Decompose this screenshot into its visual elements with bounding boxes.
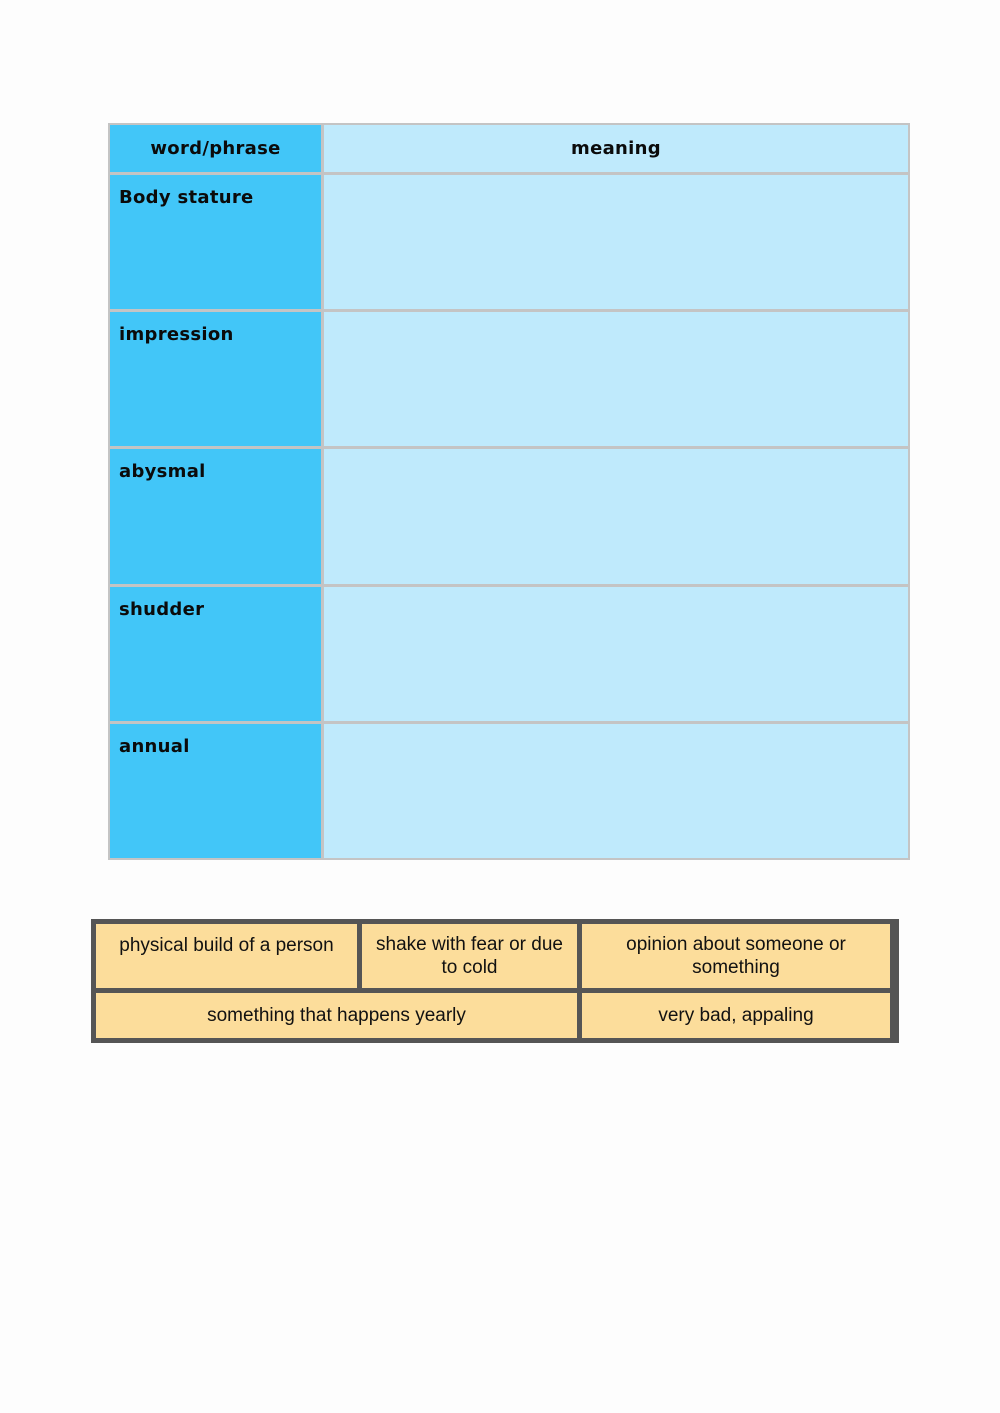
answer-bank <box>91 919 899 1043</box>
header-meaning: meaning <box>324 125 908 172</box>
answer-bank-row <box>96 924 894 988</box>
answer-chip[interactable]: something that happens yearly <box>96 993 577 1038</box>
answer-bank-row <box>96 993 894 1038</box>
word-cell-body-stature: Body stature <box>110 175 321 309</box>
answer-chip[interactable]: very bad, appaling <box>582 993 890 1038</box>
header-word-phrase: word/phrase <box>110 125 321 172</box>
answer-chip[interactable]: physical build of a person <box>96 924 357 988</box>
meaning-drop-zone-body-stature[interactable] <box>324 175 908 309</box>
answer-chip[interactable]: shake with fear or due to cold <box>362 924 577 988</box>
word-cell-abysmal: abysmal <box>110 449 321 583</box>
word-cell-shudder: shudder <box>110 587 321 721</box>
meaning-drop-zone-abysmal[interactable] <box>324 449 908 583</box>
meaning-drop-zone-annual[interactable] <box>324 724 908 858</box>
meaning-drop-zone-shudder[interactable] <box>324 587 908 721</box>
word-cell-impression: impression <box>110 312 321 446</box>
meaning-drop-zone-impression[interactable] <box>324 312 908 446</box>
vocabulary-table <box>108 123 910 860</box>
word-cell-annual: annual <box>110 724 321 858</box>
answer-chip[interactable]: opinion about someone or something <box>582 924 890 988</box>
